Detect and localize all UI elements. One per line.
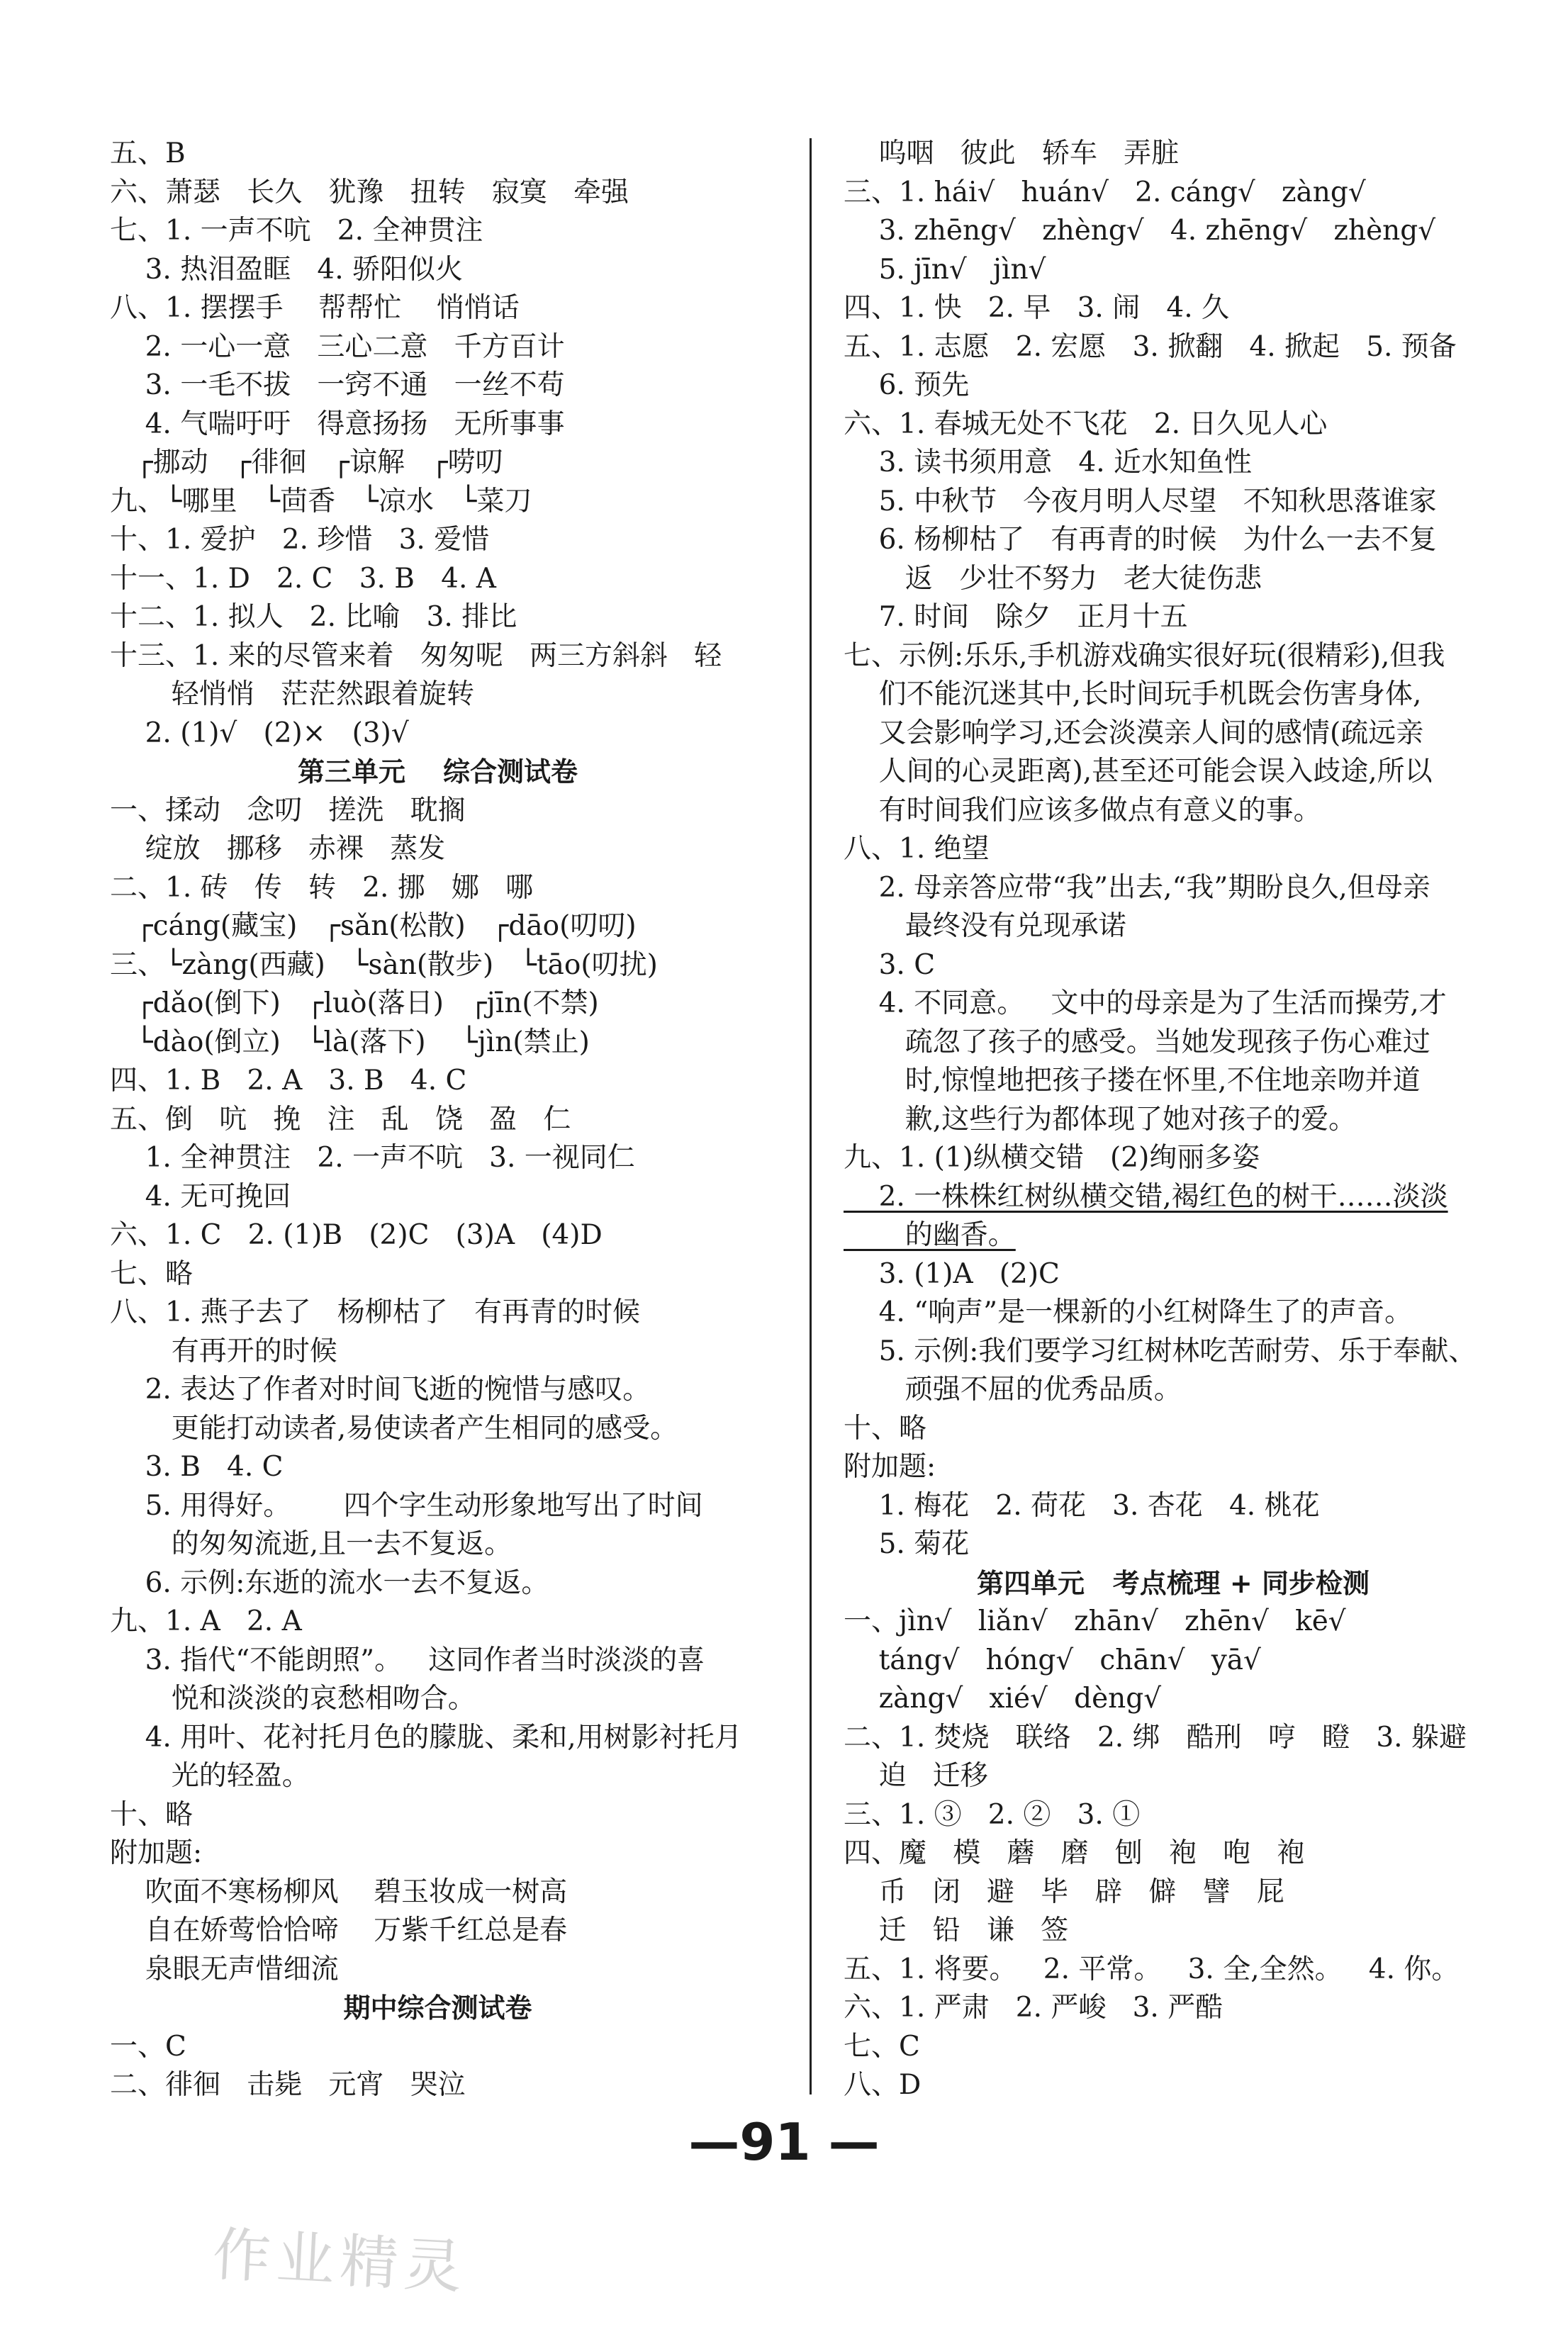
right-answer-line: 附加题: xyxy=(844,1451,936,1483)
left-answer-line: 轻悄悄 茫茫然跟着旋转 xyxy=(110,678,474,710)
right-answer-line: 七、C xyxy=(844,2030,920,2063)
left-answer-line: 一、揉动 念叨 搓洗 耽搁 xyxy=(110,794,466,826)
left-answer-line: 六、萧瑟 长久 犹豫 扭转 寂寞 牵强 xyxy=(110,176,629,208)
right-answer-line: 迫 迁移 xyxy=(844,1760,988,1792)
left-answer-line: 十一、1. D 2. C 3. B 4. A xyxy=(110,562,496,595)
right-answer-line: 九、1. (1)纵横交错 (2)绚丽多姿 xyxy=(844,1142,1260,1174)
left-answer-line: 十三、1. 来的尽管来着 匆匆呢 两三方斜斜 轻 xyxy=(110,639,722,672)
right-answer-line: 返 少壮不努力 老大徒伤悲 xyxy=(844,562,1262,595)
left-answer-line: 光的轻盈。 xyxy=(110,1760,310,1792)
left-answer-line: 九、└哪里 └茴香 └凉水 └菜刀 xyxy=(110,485,532,517)
left-answer-line: 4. 用叶、花衬托月色的朦胧、柔和,用树影衬托月 xyxy=(110,1721,742,1754)
left-answer-line: 十、略 xyxy=(110,1798,194,1831)
page-number: —91 — xyxy=(688,2112,880,2172)
left-answer-line: 七、1. 一声不吭 2. 全神贯注 xyxy=(110,215,483,247)
right-answer-line: 五、1. 将要。 2. 平常。 3. 全,全然。 4. 你。 xyxy=(844,1953,1460,1985)
left-answer-line: 九、1. A 2. A xyxy=(110,1605,302,1637)
right-answer-line: 3. zhēng√ zhèng√ 4. zhēng√ zhèng√ xyxy=(844,215,1436,247)
left-answer-line: 有再开的时候 xyxy=(110,1335,337,1367)
left-answer-line: 3. B 4. C xyxy=(110,1451,284,1483)
left-answer-line: 4. 无可挽回 xyxy=(110,1180,291,1213)
left-answer-line: 一、C xyxy=(110,2030,186,2063)
left-answer-line: 七、略 xyxy=(110,1257,194,1290)
right-answer-line: 5. jīn√ jìn√ xyxy=(844,253,1046,286)
left-answer-line: 2. (1)√ (2)× (3)√ xyxy=(110,717,409,749)
right-answer-line: zàng√ xié√ dèng√ xyxy=(844,1683,1162,1715)
right-answer-line: 3. 读书须用意 4. 近水知鱼性 xyxy=(844,447,1252,478)
right-answer-line: 三、1. ③ 2. ② 3. ① xyxy=(844,1798,1141,1831)
left-answer-line: ┌cáng(藏宝) ┌sǎn(松散) ┌dāo(叨叨) xyxy=(110,910,637,942)
left-answer-line: 悦和淡淡的哀愁相吻合。 xyxy=(110,1683,476,1715)
left-answer-line: 泉眼无声惜细流 xyxy=(110,1953,339,1985)
left-answer-line: 绽放 挪移 赤裸 蒸发 xyxy=(110,833,446,865)
left-answer-line: 2. 一心一意 三心二意 千方百计 xyxy=(110,330,565,363)
right-answer-line: 二、1. 焚烧 联络 2. 绑 酷刑 哼 瞪 3. 躲避 xyxy=(844,1721,1467,1754)
right-answer-line: 十、略 xyxy=(844,1412,927,1445)
left-answer-line: 的匆匆流逝,且一去不复返。 xyxy=(110,1528,513,1560)
watermark-logo: 作业精灵 xyxy=(211,2221,469,2302)
left-section-title: 期中综合测试卷 xyxy=(343,1992,532,2024)
right-answer-line: 八、D xyxy=(844,2069,922,2101)
right-answer-line: táng√ hóng√ chān√ yā√ xyxy=(844,1644,1261,1676)
right-answer-line: 呜咽 彼此 轿车 弄脏 xyxy=(844,138,1180,169)
left-answer-line: 二、徘徊 击毙 元宵 哭泣 xyxy=(110,2069,466,2101)
left-answer-line: 六、1. C 2. (1)B (2)C (3)A (4)D xyxy=(110,1219,603,1251)
right-answer-line: 六、1. 严肃 2. 严峻 3. 严酷 xyxy=(844,1992,1223,2024)
left-answer-line: 五、倒 吭 挽 注 乱 饶 盈 仁 xyxy=(110,1103,571,1135)
right-answer-line: 最终没有兑现承诺 xyxy=(844,910,1126,942)
right-section-title: 第四单元 考点梳理 + 同步检测 xyxy=(977,1567,1370,1599)
left-answer-line: 5. 用得好。 四个字生动形象地写出了时间 xyxy=(110,1489,703,1522)
right-answer-line: 一、jìn√ liǎn√ zhān√ zhēn√ kē√ xyxy=(844,1605,1346,1637)
left-answer-line: 6. 示例:东逝的流水一去不复返。 xyxy=(110,1566,549,1599)
left-section-title: 第三单元 综合测试卷 xyxy=(298,756,578,787)
right-answer-line: 5. 示例:我们要学习红树林吃苦耐劳、乐于奉献、 xyxy=(844,1335,1477,1367)
left-answer-line: 八、1. 摆摆手 帮帮忙 悄悄话 xyxy=(110,292,520,324)
left-answer-line: 1. 全神贯注 2. 一声不吭 3. 一视同仁 xyxy=(110,1142,635,1174)
left-answer-line: 附加题: xyxy=(110,1837,203,1869)
left-answer-line: 3. 指代“不能朗照”。 这同作者当时淡淡的喜 xyxy=(110,1644,705,1676)
right-answer-line: 有时间我们应该多做点有意义的事。 xyxy=(844,794,1321,826)
left-answer-line: 十二、1. 拟人 2. 比喻 3. 排比 xyxy=(110,601,517,633)
right-answer-line: 2. 一株株红树纵横交错,褐红色的树干……淡淡 xyxy=(844,1180,1448,1213)
right-column xyxy=(844,135,1503,2105)
left-answer-line: 吹面不寒杨柳风 碧玉妆成一树高 xyxy=(110,1875,568,1908)
right-answer-line: 1. 梅花 2. 荷花 3. 杏花 4. 桃花 xyxy=(844,1489,1320,1522)
left-answer-line: 八、1. 燕子去了 杨柳枯了 有再青的时候 xyxy=(110,1296,640,1328)
right-answer-line: 3. C xyxy=(844,948,936,981)
right-answer-line: 6. 杨柳枯了 有再青的时候 为什么一去不复 xyxy=(844,524,1437,556)
left-answer-line: 三、└zàng(西藏) └sàn(散步) └tāo(叨扰) xyxy=(110,948,658,981)
left-answer-line: 自在娇莺恰恰啼 万紫千红总是春 xyxy=(110,1914,568,1946)
right-answer-line: 歉,这些行为都体现了她对孩子的爱。 xyxy=(844,1103,1357,1135)
left-answer-line: ┌dǎo(倒下) ┌luò(落日) ┌jīn(不禁) xyxy=(110,987,599,1019)
column-divider xyxy=(810,138,812,2095)
left-answer-line: └dào(倒立) └là(落下) └jìn(禁止) xyxy=(110,1026,590,1058)
right-answer-line: 人间的心灵距离),甚至还可能会误入歧途,所以 xyxy=(844,756,1433,787)
right-answer-line: 三、1. hái√ huán√ 2. cáng√ zàng√ xyxy=(844,176,1366,208)
right-answer-line: 的幽香。 xyxy=(844,1219,1016,1251)
right-answer-line: 八、1. 绝望 xyxy=(844,833,990,865)
right-answer-line: 四、魔 模 蘑 磨 刨 袍 咆 袍 xyxy=(844,1837,1305,1869)
left-column xyxy=(110,135,766,2105)
right-answer-line: 四、1. 快 2. 早 3. 闹 4. 久 xyxy=(844,292,1230,324)
right-answer-line: 2. 母亲答应带“我”出去,“我”期盼良久,但母亲 xyxy=(844,871,1430,904)
right-answer-line: 又会影响学习,还会淡漠亲人间的感情(疏远亲 xyxy=(844,717,1424,749)
left-answer-line: 3. 热泪盈眶 4. 骄阳似火 xyxy=(110,253,463,286)
left-answer-line: 2. 表达了作者对时间飞逝的惋惜与感叹。 xyxy=(110,1374,651,1406)
right-answer-line: 5. 中秋节 今夜月明人尽望 不知秋思落谁家 xyxy=(844,485,1437,517)
right-answer-line: 迁 铅 谦 签 xyxy=(844,1914,1069,1946)
right-answer-line: 7. 时间 除夕 正月十五 xyxy=(844,601,1188,633)
right-answer-line: 币 闭 避 毕 辟 僻 譬 屁 xyxy=(844,1875,1284,1908)
right-answer-line: 疏忽了孩子的感受。当她发现孩子伤心难过 xyxy=(844,1026,1430,1058)
right-answer-line: 们不能沉迷其中,长时间玩手机既会伤害身体, xyxy=(844,678,1422,710)
right-answer-line: 4. 不同意。 文中的母亲是为了生活而操劳,才 xyxy=(844,987,1447,1019)
left-answer-line: 更能打动读者,易使读者产生相同的感受。 xyxy=(110,1412,678,1445)
left-answer-line: 十、1. 爱护 2. 珍惜 3. 爱惜 xyxy=(110,524,490,556)
right-answer-line: 五、1. 志愿 2. 宏愿 3. 掀翻 4. 掀起 5. 预备 xyxy=(844,330,1457,363)
left-answer-line: 3. 一毛不拔 一窍不通 一丝不苟 xyxy=(110,369,565,401)
left-answer-line: 4. 气喘吁吁 得意扬扬 无所事事 xyxy=(110,408,565,440)
left-answer-line: 四、1. B 2. A 3. B 4. C xyxy=(110,1065,467,1097)
right-answer-line: 3. (1)A (2)C xyxy=(844,1257,1060,1290)
right-answer-line: 顽强不屈的优秀品质。 xyxy=(844,1374,1182,1406)
left-answer-line: 五、B xyxy=(110,138,186,169)
left-answer-line: 二、1. 砖 传 转 2. 挪 娜 哪 xyxy=(110,871,534,904)
right-answer-line: 时,惊惶地把孩子搂在怀里,不住地亲吻并道 xyxy=(844,1065,1421,1097)
right-answer-line: 七、示例:乐乐,手机游戏确实很好玩(很精彩),但我 xyxy=(844,639,1445,672)
right-answer-line: 6. 预先 xyxy=(844,369,970,401)
right-answer-line: 六、1. 春城无处不飞花 2. 日久见人心 xyxy=(844,408,1328,440)
right-answer-line: 5. 菊花 xyxy=(844,1528,970,1560)
left-answer-line: ┌挪动 ┌徘徊 ┌谅解 ┌唠叨 xyxy=(110,447,503,478)
right-answer-line: 4. “响声”是一棵新的小红树降生了的声音。 xyxy=(844,1296,1413,1328)
